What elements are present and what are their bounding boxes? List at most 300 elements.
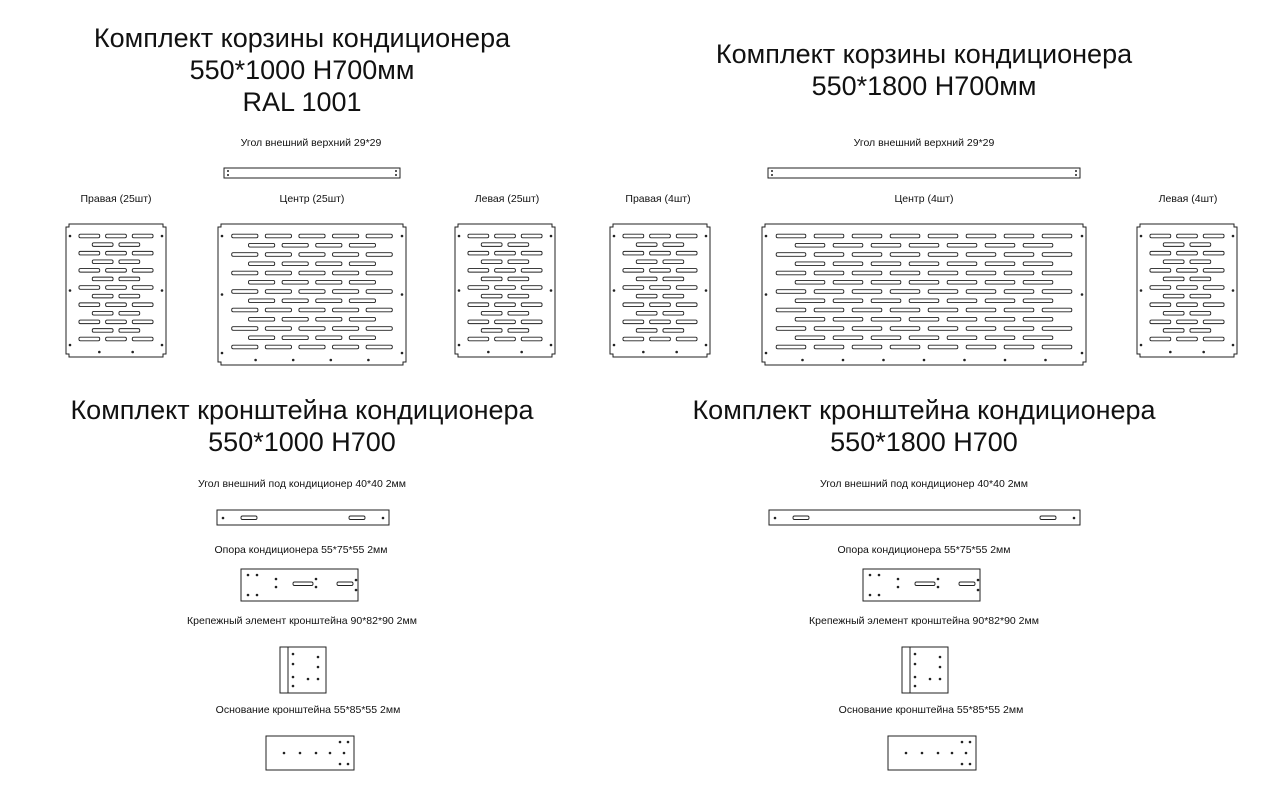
slot — [468, 320, 489, 324]
hole — [550, 344, 553, 347]
slot — [985, 262, 1015, 266]
slot — [1190, 311, 1211, 315]
hole — [343, 752, 346, 755]
slot — [232, 253, 258, 257]
slot — [871, 317, 901, 321]
hole — [937, 578, 940, 581]
slot — [928, 271, 958, 275]
slot — [1190, 260, 1211, 264]
slot — [481, 329, 502, 333]
slot — [92, 329, 113, 333]
slot — [776, 234, 806, 238]
slot — [890, 271, 920, 275]
slot — [508, 260, 529, 264]
slot — [966, 234, 996, 238]
panel-outline — [218, 224, 406, 365]
basket-large-right-caption: Правая (4шт) — [625, 193, 691, 205]
hole — [961, 763, 964, 766]
slot — [1190, 243, 1211, 247]
hole — [765, 352, 768, 355]
slot — [92, 243, 113, 247]
slot — [521, 303, 542, 307]
hole — [1004, 359, 1007, 362]
hole — [69, 235, 72, 238]
slot — [1042, 290, 1072, 294]
slot — [650, 337, 671, 341]
hole — [897, 578, 900, 581]
basket-small-top-angle — [224, 168, 400, 178]
slot — [299, 253, 325, 257]
hole — [977, 589, 980, 592]
hole — [774, 517, 777, 520]
bracket-small-angle — [217, 510, 389, 525]
hole — [951, 752, 954, 755]
slot — [481, 294, 502, 298]
slot — [890, 308, 920, 312]
slot — [92, 294, 113, 298]
hole — [1140, 235, 1143, 238]
slot — [1023, 280, 1053, 284]
hole — [339, 763, 342, 766]
hole — [613, 344, 616, 347]
slot — [132, 286, 153, 290]
hole — [613, 235, 616, 238]
hole — [458, 235, 461, 238]
slot — [468, 251, 489, 255]
slot — [871, 280, 901, 284]
slot — [1177, 286, 1198, 290]
slot — [106, 286, 127, 290]
slot — [106, 337, 127, 341]
hole — [1081, 352, 1084, 355]
slot — [316, 336, 342, 340]
slot — [650, 251, 671, 255]
slot — [890, 290, 920, 294]
hole — [69, 344, 72, 347]
slot — [265, 253, 291, 257]
slot — [959, 582, 975, 586]
slot — [119, 294, 140, 298]
slot — [508, 243, 529, 247]
hole — [347, 741, 350, 744]
slot — [349, 280, 375, 284]
slot — [332, 271, 358, 275]
hole — [247, 574, 250, 577]
hole — [292, 359, 295, 362]
slot — [265, 234, 291, 238]
slot — [947, 280, 977, 284]
slot — [282, 336, 308, 340]
slot — [871, 243, 901, 247]
slot — [1190, 294, 1211, 298]
slot — [966, 327, 996, 331]
hole — [914, 676, 917, 679]
slot — [1177, 303, 1198, 307]
slot — [1203, 286, 1224, 290]
slot — [663, 311, 684, 315]
basket-large-title-line2: 550*1800 Н700мм — [811, 71, 1037, 101]
slot — [332, 234, 358, 238]
hole — [221, 235, 224, 238]
slot — [508, 294, 529, 298]
hole — [939, 666, 942, 669]
hole — [221, 293, 224, 296]
slot — [909, 299, 939, 303]
hole — [275, 578, 278, 581]
slot — [776, 271, 806, 275]
bracket-small-support-caption: Опора кондиционера 55*75*55 2мм — [214, 544, 388, 556]
hole — [550, 289, 553, 292]
slot — [332, 290, 358, 294]
slot — [636, 294, 657, 298]
slot — [1023, 317, 1053, 321]
slot — [316, 243, 342, 247]
slot — [636, 311, 657, 315]
slot — [282, 280, 308, 284]
slot — [1163, 329, 1184, 333]
bracket-large-fastener — [902, 647, 948, 693]
slot — [1177, 337, 1198, 341]
basket-small-center-caption: Центр (25шт) — [279, 193, 345, 205]
hole — [550, 235, 553, 238]
hole — [292, 676, 295, 679]
slot — [282, 317, 308, 321]
slot — [663, 329, 684, 333]
hole — [283, 752, 286, 755]
slot — [79, 234, 100, 238]
slot — [332, 327, 358, 331]
slot — [508, 329, 529, 333]
hole — [254, 359, 257, 362]
hole — [1140, 289, 1143, 292]
hole — [963, 359, 966, 362]
slot — [928, 290, 958, 294]
slot — [871, 336, 901, 340]
basket-large-center-panel — [762, 224, 1086, 365]
slot — [650, 234, 671, 238]
slot — [316, 299, 342, 303]
slot — [299, 327, 325, 331]
bracket-small-support — [241, 569, 358, 601]
slot — [521, 269, 542, 273]
hole — [765, 235, 768, 238]
slot — [833, 317, 863, 321]
slot — [299, 308, 325, 312]
slot — [1023, 336, 1053, 340]
basket-small-left-panel — [455, 224, 555, 357]
slot — [1203, 251, 1224, 255]
slot — [852, 345, 882, 349]
hole — [1081, 293, 1084, 296]
slot — [106, 320, 127, 324]
slot — [316, 317, 342, 321]
slot — [92, 311, 113, 315]
slot — [776, 253, 806, 257]
hole — [317, 656, 320, 659]
slot — [248, 280, 274, 284]
slot — [623, 320, 644, 324]
slot — [1163, 311, 1184, 315]
slot — [349, 299, 375, 303]
slot — [232, 290, 258, 294]
slot — [776, 345, 806, 349]
hole — [1075, 170, 1077, 172]
slot — [1203, 320, 1224, 324]
slot — [852, 327, 882, 331]
hole — [355, 589, 358, 592]
hole — [382, 517, 385, 520]
slot — [521, 286, 542, 290]
hole — [307, 678, 310, 681]
slot — [366, 290, 392, 294]
bracket-large-angle-caption: Угол внешний под кондиционер 40*40 2мм — [820, 478, 1028, 490]
slot — [521, 234, 542, 238]
slot — [947, 317, 977, 321]
slot — [663, 260, 684, 264]
slot — [852, 253, 882, 257]
basket-small-right-caption: Правая (25шт) — [80, 193, 152, 205]
bracket-small-angle-caption: Угол внешний под кондиционер 40*40 2мм — [198, 478, 406, 490]
slot — [852, 271, 882, 275]
slot — [349, 262, 375, 266]
slot — [1150, 320, 1171, 324]
slot — [636, 243, 657, 247]
slot — [833, 262, 863, 266]
hole — [1232, 344, 1235, 347]
slot — [833, 299, 863, 303]
hole — [878, 574, 881, 577]
slot — [1150, 269, 1171, 273]
slot — [833, 336, 863, 340]
slot — [106, 303, 127, 307]
slot — [663, 243, 684, 247]
slot — [795, 243, 825, 247]
slot — [468, 286, 489, 290]
slot — [650, 286, 671, 290]
slot — [928, 327, 958, 331]
hole — [905, 752, 908, 755]
slot — [1004, 308, 1034, 312]
slot — [265, 308, 291, 312]
slot — [928, 308, 958, 312]
slot — [947, 336, 977, 340]
slot — [119, 260, 140, 264]
basket-small-right-panel — [66, 224, 166, 357]
slot — [966, 345, 996, 349]
slot — [776, 327, 806, 331]
slot — [852, 290, 882, 294]
slot — [1190, 277, 1211, 281]
slot — [508, 311, 529, 315]
hole — [771, 174, 773, 176]
hole — [520, 351, 523, 354]
slot — [282, 262, 308, 266]
basket-small-title-line2: 550*1000 Н700мм — [189, 55, 415, 85]
slot — [623, 269, 644, 273]
slot — [776, 308, 806, 312]
slot — [119, 329, 140, 333]
slot — [132, 303, 153, 307]
slot — [106, 234, 127, 238]
slot — [248, 336, 274, 340]
slot — [232, 271, 258, 275]
hole — [937, 752, 940, 755]
slot — [366, 253, 392, 257]
hole — [292, 685, 295, 688]
hole — [227, 170, 229, 172]
hole — [705, 235, 708, 238]
bracket-large-fastener-caption: Крепежный элемент кронштейна 90*82*90 2мм — [809, 615, 1039, 627]
slot — [676, 337, 697, 341]
hole — [227, 174, 229, 176]
basket-large-center-caption: Центр (4шт) — [894, 193, 954, 205]
slot — [299, 234, 325, 238]
slot — [481, 243, 502, 247]
hole — [458, 344, 461, 347]
slot — [814, 234, 844, 238]
basket-large-top-caption: Угол внешний верхний 29*29 — [853, 137, 995, 149]
slot — [623, 234, 644, 238]
slot — [890, 234, 920, 238]
slot — [119, 243, 140, 247]
slot — [814, 327, 844, 331]
hole — [1202, 351, 1205, 354]
bracket-large-title-line2: 550*1800 Н700 — [830, 427, 1018, 457]
slot — [676, 303, 697, 307]
slot — [985, 280, 1015, 284]
slot — [366, 327, 392, 331]
slot — [795, 262, 825, 266]
slot — [79, 320, 100, 324]
slot — [676, 269, 697, 273]
slot — [1042, 253, 1072, 257]
slot — [495, 286, 516, 290]
hole — [247, 594, 250, 597]
slot — [814, 271, 844, 275]
slot — [663, 277, 684, 281]
angle-outline — [769, 510, 1080, 525]
hole — [401, 293, 404, 296]
slot — [316, 280, 342, 284]
hole — [161, 344, 164, 347]
slot — [468, 269, 489, 273]
slot — [92, 277, 113, 281]
slot — [293, 582, 313, 586]
hole — [339, 741, 342, 744]
fastener-outline — [280, 647, 326, 693]
slot — [481, 277, 502, 281]
slot — [282, 299, 308, 303]
slot — [468, 234, 489, 238]
hole — [914, 653, 917, 656]
slot — [79, 251, 100, 255]
slot — [776, 290, 806, 294]
slot — [232, 327, 258, 331]
slot — [1177, 234, 1198, 238]
hole — [355, 579, 358, 582]
slot — [248, 317, 274, 321]
hole — [222, 517, 225, 520]
slot — [1163, 277, 1184, 281]
slot — [1203, 269, 1224, 273]
bracket-small-fastener-caption: Крепежный элемент кронштейна 90*82*90 2мм — [187, 615, 417, 627]
hole — [705, 344, 708, 347]
hole — [642, 351, 645, 354]
slot — [299, 290, 325, 294]
slot — [495, 320, 516, 324]
slot — [132, 337, 153, 341]
basket-large-left-panel — [1137, 224, 1237, 357]
bracket-large-support — [863, 569, 980, 601]
hole — [299, 752, 302, 755]
slot — [265, 271, 291, 275]
slot — [248, 299, 274, 303]
slot — [349, 243, 375, 247]
slot — [481, 260, 502, 264]
hole — [458, 289, 461, 292]
slot — [508, 277, 529, 281]
slot — [890, 327, 920, 331]
hole — [842, 359, 845, 362]
slot — [909, 336, 939, 340]
slot — [814, 345, 844, 349]
slot — [1203, 234, 1224, 238]
hole — [1075, 174, 1077, 176]
hole — [897, 586, 900, 589]
slot — [1042, 327, 1072, 331]
slot — [623, 337, 644, 341]
slot — [521, 251, 542, 255]
slot — [468, 337, 489, 341]
hole — [705, 289, 708, 292]
slot — [232, 234, 258, 238]
slot — [909, 262, 939, 266]
hole — [256, 574, 259, 577]
basket-small-left-caption: Левая (25шт) — [474, 193, 540, 205]
slot — [795, 280, 825, 284]
basket-large-title-line1: Комплект корзины кондиционера — [715, 39, 1133, 69]
slot — [985, 243, 1015, 247]
slot — [1150, 337, 1171, 341]
hole — [765, 293, 768, 296]
basket-small-title-line3: RAL 1001 — [242, 87, 362, 117]
hole — [69, 289, 72, 292]
slot — [1023, 299, 1053, 303]
angle-outline — [768, 168, 1080, 178]
hole — [613, 289, 616, 292]
hole — [1073, 517, 1076, 520]
slot — [265, 290, 291, 294]
slot — [676, 251, 697, 255]
hole — [869, 574, 872, 577]
slot — [366, 234, 392, 238]
slot — [92, 260, 113, 264]
hole — [878, 594, 881, 597]
slot — [871, 262, 901, 266]
hole — [1169, 351, 1172, 354]
slot — [1163, 260, 1184, 264]
slot — [316, 262, 342, 266]
slot — [676, 234, 697, 238]
bracket-small-base — [266, 736, 354, 770]
hole — [315, 752, 318, 755]
slot — [623, 303, 644, 307]
hole — [292, 653, 295, 656]
slot — [366, 345, 392, 349]
slot — [521, 337, 542, 341]
slot — [1042, 234, 1072, 238]
slot — [852, 234, 882, 238]
